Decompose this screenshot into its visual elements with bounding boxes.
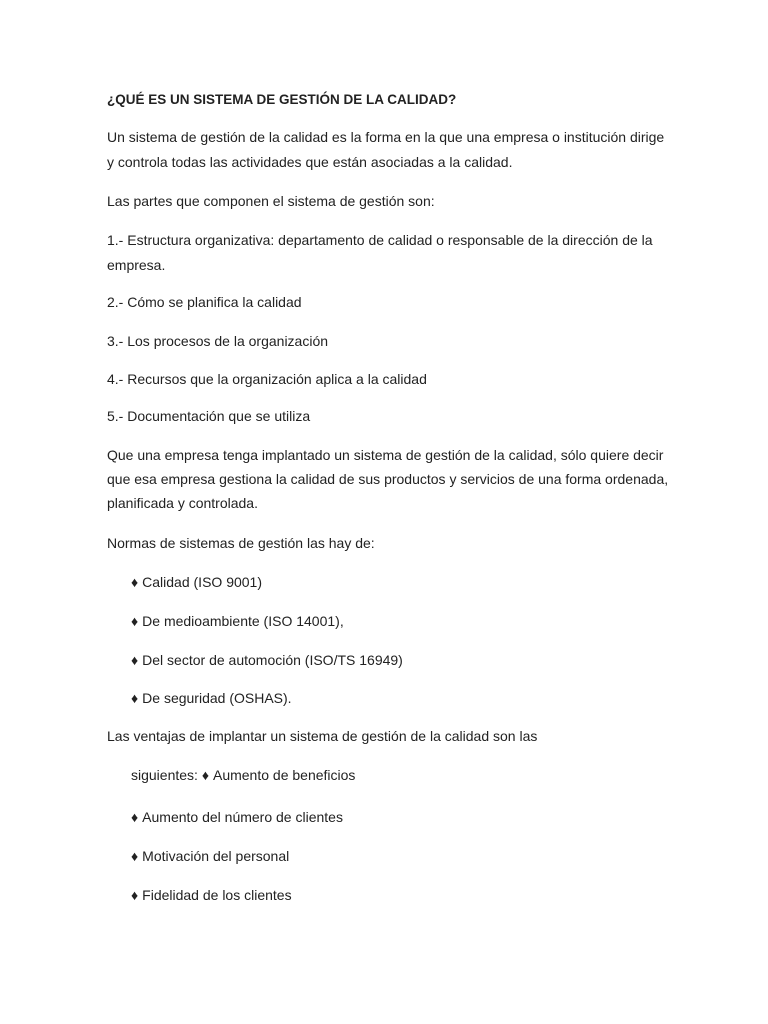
advantages-heading: Las ventajas de implantar un sistema de gestión de la calidad son las: [107, 728, 538, 744]
diamond-bullet-icon: ♦: [201, 767, 209, 783]
norm-item-label: Del sector de automoción (ISO/TS 16949): [142, 652, 403, 668]
advantage-item: [131, 766, 355, 784]
norm-item-label: Calidad (ISO 9001): [142, 574, 262, 590]
diamond-bullet-icon: ♦: [131, 652, 139, 668]
norm-item: [131, 689, 292, 707]
norm-item-label: De seguridad (OSHAS).: [142, 690, 292, 706]
implant-line-3: planificada y controlada.: [107, 495, 258, 511]
diamond-bullet-icon: ♦: [131, 613, 139, 629]
intro-line-1: Un sistema de gestión de la calidad es la forma en la que una empresa o institución dirige: [107, 129, 665, 145]
parts-heading: Las partes que componen el sistema de gestión son:: [107, 193, 435, 209]
intro-line-2: y controla todas las actividades que están asociadas a la calidad.: [107, 154, 513, 170]
implant-line-1: Que una empresa tenga implantado un sistema de gestión de la calidad, sólo quiere decir: [107, 447, 664, 463]
part-item-5: 5.- Documentación que se utiliza: [107, 408, 311, 424]
advantages-lead: siguientes:: [131, 767, 198, 783]
advantage-item-label: Motivación del personal: [142, 848, 290, 864]
advantage-item-label: Aumento del número de clientes: [142, 809, 343, 825]
norms-heading: Normas de sistemas de gestión las hay de:: [107, 535, 375, 551]
diamond-bullet-icon: ♦: [131, 574, 139, 590]
advantage-item-label: Fidelidad de los clientes: [142, 887, 292, 903]
advantage-item-label: Aumento de beneficios: [212, 767, 356, 783]
part-item-1: 1.- Estructura organizativa: departamento de calidad o responsable de la dirección de la: [107, 232, 653, 248]
advantage-item: [131, 847, 289, 865]
norm-item: [131, 651, 403, 669]
advantage-item: [131, 808, 343, 826]
diamond-bullet-icon: ♦: [131, 887, 139, 903]
part-item-3: 3.- Los procesos de la organización: [107, 333, 329, 349]
advantage-item: [131, 886, 292, 904]
part-item-4: 4.- Recursos que la organización aplica a la calidad: [107, 371, 427, 387]
norm-item-label: De medioambiente (ISO 14001),: [142, 613, 344, 629]
document-title: ¿QUÉ ES UN SISTEMA DE GESTIÓN DE LA CALIDAD?: [107, 92, 457, 107]
norm-item: [131, 573, 262, 591]
norm-item: [131, 612, 344, 630]
diamond-bullet-icon: ♦: [131, 690, 139, 706]
diamond-bullet-icon: ♦: [131, 848, 139, 864]
part-item-1-continued: empresa.: [107, 257, 166, 273]
diamond-bullet-icon: ♦: [131, 809, 139, 825]
part-item-2: 2.- Cómo se planifica la calidad: [107, 294, 302, 310]
implant-line-2: que esa empresa gestiona la calidad de sus productos y servicios de una forma ordenada,: [107, 471, 669, 487]
